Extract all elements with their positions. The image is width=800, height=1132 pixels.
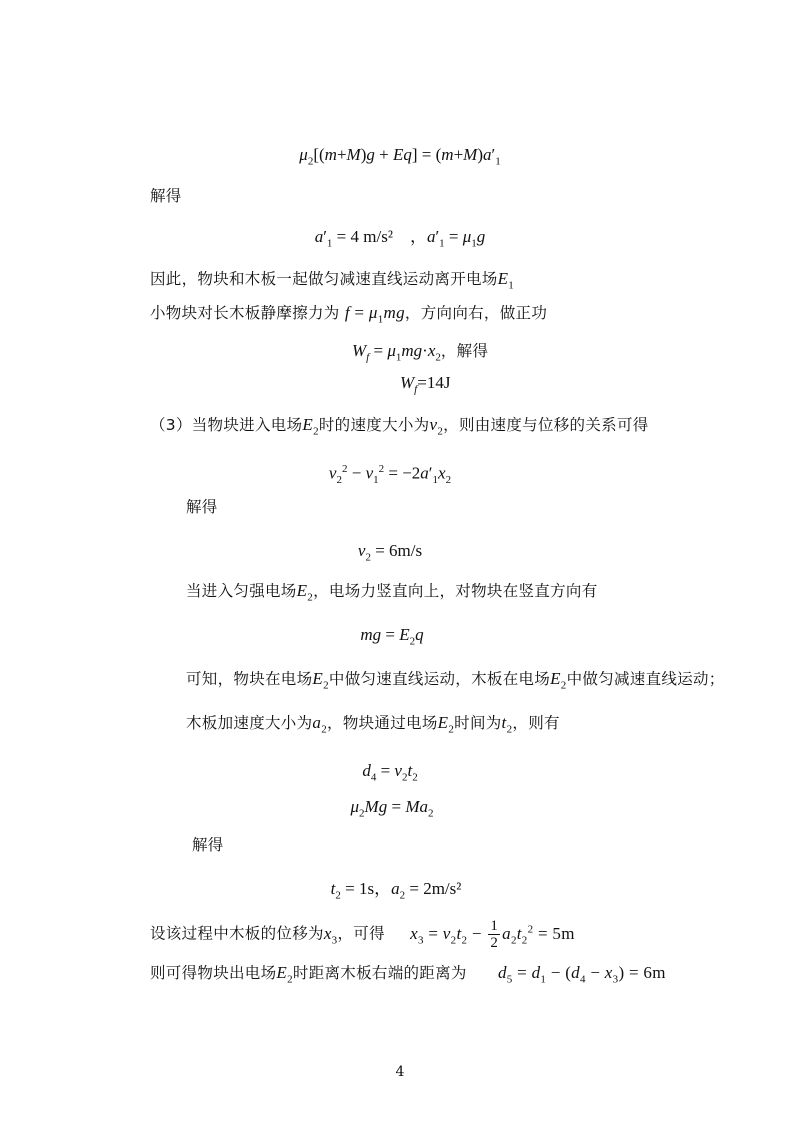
- equation-board: $\mu_2Mg = Ma_2$: [350, 797, 434, 820]
- text-therefore: 因此，物块和木板一起做匀减速直线运动离开电场$E_1$: [150, 269, 515, 292]
- text-displacement: 设该过程中木板的位移为$x_3$，可得 $x_3 = v_2t_2$ − $\frac{1}{2}$ $a_2t_2^2 = 5m$: [150, 918, 575, 952]
- equation-momentum: $\mu_2[(m+M)g + Eq] = (m+M)a'_1$: [299, 145, 501, 168]
- equation-work: $W_f = \mu_1mg\cdot x_2$，解得: [352, 341, 489, 364]
- text-part3: （3）当物块进入电场$E_2$时的速度大小为$v_2$，则由速度与位移的关系可得: [150, 415, 649, 438]
- equation-v2: $v_2 = 6m/s$: [357, 541, 423, 564]
- text-distance: 则可得物块出电场$E_2$时距离木板右端的距离为 $d_5 = d_1 - (d_4 - x_3) = 6m$: [150, 963, 666, 986]
- equation-d4: $d_4 = v_2t_2$: [362, 761, 418, 784]
- fraction-half: $\frac{1}{2}$: [490, 918, 499, 952]
- text-solve-3: 解得: [192, 836, 224, 854]
- page-number: 4: [395, 1064, 405, 1080]
- text-enter-field: 当进入匀强电场$E_2$，电场力竖直向上，对物块在竖直方向有: [186, 581, 598, 604]
- equation-t2-a2: $t_2 = 1s$，$a_2 = 2m/s^2$: [330, 879, 462, 902]
- equation-a1: $a'_1 = 4$ m/s² ，$a'_1 = \mu_1g$: [314, 227, 486, 250]
- equation-wf-result: $W_f=14J$: [400, 373, 451, 396]
- text-board-accel: 木板加速度大小为$a_2$，物块通过电场$E_2$时间为$t_2$，则有: [186, 713, 560, 736]
- equation-balance: mg = $E_2q$: [360, 625, 424, 648]
- equation-velocity: $v_2^2 - v_1^2 = -2a'_1x_2$: [328, 463, 452, 487]
- text-solve-2: 解得: [186, 498, 218, 516]
- text-solve-1: 解得: [150, 187, 182, 205]
- value-a1: 4 m/s²: [350, 227, 393, 246]
- text-friction: 小物块对长木板静摩擦力为 $f = \mu_1mg$，方向向右，做正功: [150, 303, 548, 326]
- text-know: 可知，物块在电场$E_2$中做匀速直线运动，木板在电场$E_2$中做匀减速直线运动；: [186, 669, 725, 692]
